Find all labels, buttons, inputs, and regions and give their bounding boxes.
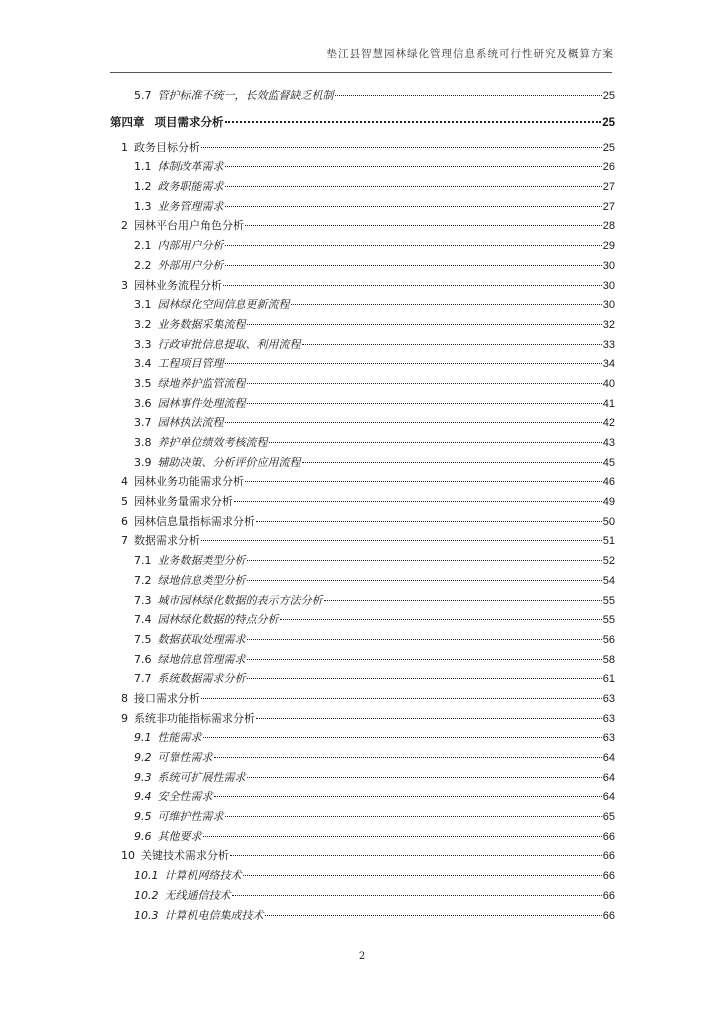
toc-dot-leader — [256, 521, 602, 522]
toc-entry-page: 25 — [602, 116, 615, 129]
toc-entry-page: 55 — [602, 594, 615, 607]
toc-entry[interactable] — [110, 197, 615, 217]
toc-entry-title: 系统可扩展性需求 — [157, 770, 246, 784]
toc-dot-leader — [225, 186, 602, 187]
toc-entry-title: 辅助决策、分析评价应用流程 — [157, 455, 301, 469]
toc-dot-leader — [225, 166, 602, 167]
toc-dot-leader — [243, 875, 602, 876]
toc-entry-page: 65 — [602, 811, 615, 824]
toc-entry-title: 关键技术需求分析 — [141, 849, 229, 863]
toc-entry-page: 66 — [602, 889, 615, 902]
toc-entry-page: 30 — [602, 259, 615, 272]
toc-entry-page: 30 — [602, 299, 615, 312]
toc-entry-number: 3.4 — [134, 357, 152, 371]
toc-dot-leader — [201, 540, 602, 541]
toc-entry-number: 4 — [121, 475, 128, 489]
toc-dot-leader — [225, 363, 602, 364]
toc-dot-leader — [324, 600, 602, 601]
toc-dot-leader — [225, 816, 602, 817]
toc-entry-number: 1 — [121, 140, 128, 154]
toc-entry-number: 3 — [121, 278, 128, 292]
toc-entry[interactable] — [110, 453, 615, 473]
toc-entry-number: 10.3 — [134, 908, 159, 922]
toc-entry[interactable] — [110, 216, 615, 236]
toc-dot-leader — [225, 121, 602, 123]
toc-entry-number: 9.2 — [134, 751, 152, 764]
toc-entry-number: 6 — [121, 514, 128, 528]
toc-entry-number: 1.3 — [134, 199, 152, 213]
toc-entry-title: 园林业务功能需求分析 — [134, 475, 244, 489]
toc-entry-title: 内部用户分析 — [157, 239, 224, 253]
toc-entry-title: 项目需求分析 — [154, 114, 224, 129]
toc-dot-leader — [291, 304, 602, 305]
toc-entry-page: 64 — [602, 752, 615, 764]
toc-entry-title: 工程项目管理 — [157, 357, 224, 371]
toc-entry-title: 绿地养护监管流程 — [157, 376, 246, 390]
toc-dot-leader — [225, 422, 602, 423]
toc-entry-number: 10.1 — [134, 869, 159, 883]
toc-entry-number: 3.7 — [134, 416, 152, 430]
toc-entry-page: 61 — [602, 673, 615, 686]
toc-entry[interactable] — [110, 669, 615, 689]
toc-entry-page: 50 — [602, 515, 615, 528]
toc-entry-page: 64 — [602, 791, 615, 804]
toc-entry-page: 45 — [602, 456, 615, 469]
toc-entry[interactable] — [110, 906, 615, 926]
toc-entry-page: 66 — [602, 909, 615, 922]
toc-entry-page: 46 — [602, 476, 615, 489]
toc-entry-title: 无线通信技术 — [164, 888, 231, 902]
toc-entry-title: 绿地信息类型分析 — [157, 573, 246, 587]
toc-entry[interactable] — [110, 354, 615, 374]
toc-entry-title: 外部用户分析 — [157, 258, 224, 272]
toc-entry[interactable] — [110, 276, 615, 296]
toc-entry[interactable] — [110, 472, 615, 492]
toc-entry-number: 7.7 — [134, 672, 152, 686]
toc-entry-title: 园林事件处理流程 — [157, 396, 246, 410]
toc-entry-page: 33 — [602, 338, 615, 351]
toc-entry-page: 30 — [602, 279, 615, 292]
toc-chapter-entry[interactable] — [110, 106, 615, 138]
toc-entry[interactable] — [110, 335, 615, 355]
toc-entry-title: 管护标准不统一，长效监督缺乏机制 — [157, 89, 334, 102]
toc-entry[interactable] — [110, 551, 615, 571]
toc-entry-page: 66 — [602, 830, 615, 843]
toc-entry[interactable] — [110, 886, 615, 906]
toc-entry-title: 安全性需求 — [157, 790, 213, 804]
toc-entry-number: 3.6 — [134, 396, 152, 410]
toc-entry[interactable] — [110, 728, 615, 748]
toc-entry-title: 系统非功能指标需求分析 — [134, 711, 255, 725]
toc-entry-number: 7.1 — [134, 554, 152, 568]
toc-entry-number: 2.2 — [134, 258, 152, 272]
toc-entry[interactable] — [110, 394, 615, 414]
toc-dot-leader — [256, 718, 602, 719]
toc-entry-number: 9.6 — [134, 829, 152, 843]
toc-dot-leader — [247, 639, 602, 640]
toc-entry-page: 63 — [602, 692, 615, 705]
toc-entry-page: 25 — [602, 141, 615, 154]
toc-entry[interactable] — [110, 748, 615, 768]
toc-entry-title: 接口需求分析 — [134, 691, 200, 705]
toc-entry[interactable] — [110, 512, 615, 532]
toc-entry-title: 可靠性需求 — [157, 751, 213, 764]
toc-entry[interactable] — [110, 571, 615, 591]
toc-entry-title: 业务数据采集流程 — [157, 317, 246, 331]
toc-entry-number: 9 — [121, 711, 128, 725]
toc-entry-number: 7.4 — [134, 613, 152, 627]
toc-dot-leader — [302, 344, 602, 345]
toc-entry[interactable] — [110, 177, 615, 197]
toc-dot-leader — [335, 95, 602, 96]
toc-entry-title: 行政审批信息提取、利用流程 — [157, 337, 301, 351]
toc-entry-page: 64 — [602, 771, 615, 784]
toc-dot-leader — [245, 225, 602, 226]
toc-dot-leader — [225, 245, 602, 246]
toc-entry[interactable] — [110, 827, 615, 847]
toc-entry-page: 26 — [602, 161, 615, 174]
toc-entry-page: 51 — [602, 535, 615, 548]
toc-dot-leader — [201, 147, 602, 148]
toc-entry-page: 58 — [602, 653, 615, 666]
toc-entry-title: 政务职能需求 — [157, 180, 224, 194]
toc-entry-page: 63 — [602, 732, 615, 745]
header-rule — [110, 72, 612, 73]
toc-entry[interactable] — [110, 846, 615, 866]
page-number: 2 — [358, 951, 366, 962]
toc-dot-leader — [214, 796, 602, 797]
toc-entry-number: 5.7 — [134, 89, 152, 102]
toc-entry[interactable] — [110, 433, 615, 453]
toc-entry-title: 园林执法流程 — [157, 416, 224, 430]
toc-entry-number: 7.6 — [134, 652, 152, 666]
toc-dot-leader — [280, 619, 602, 620]
toc-entry-title: 园林绿化数据的特点分析 — [157, 613, 279, 627]
toc-entry[interactable] — [110, 413, 615, 433]
toc-entry-title: 业务数据类型分析 — [157, 554, 246, 568]
toc-entry[interactable] — [110, 315, 615, 335]
toc-entry-title: 园林业务流程分析 — [134, 278, 222, 292]
toc-entry-page: 34 — [602, 358, 615, 371]
toc-entry-title: 政务目标分析 — [134, 140, 200, 154]
toc-dot-leader — [214, 757, 602, 758]
toc-dot-leader — [247, 383, 602, 384]
toc-entry-title: 城市园林绿化数据的表示方法分析 — [157, 593, 323, 607]
toc-entry-number: 1.2 — [134, 180, 152, 194]
toc-dot-leader — [201, 698, 602, 699]
toc-dot-leader — [203, 836, 602, 837]
toc-dot-leader — [245, 481, 602, 482]
toc-entry-title: 计算机网络技术 — [164, 869, 242, 883]
toc-entry-title: 体制改革需求 — [157, 160, 224, 174]
toc-entry-title: 园林绿化空间信息更新流程 — [157, 298, 290, 312]
toc-entry-page: 32 — [602, 318, 615, 331]
toc-entry-page: 29 — [602, 240, 615, 253]
toc-entry[interactable] — [110, 610, 615, 630]
toc-entry[interactable] — [110, 630, 615, 650]
toc-entry-title: 业务管理需求 — [157, 199, 224, 213]
toc-entry-number: 3.8 — [134, 436, 152, 449]
toc-entry-page: 63 — [602, 712, 615, 725]
toc-entry-number: 9.3 — [134, 770, 152, 784]
toc-entry-title: 园林信息量指标需求分析 — [134, 514, 255, 528]
toc-entry-title: 数据获取处理需求 — [157, 632, 246, 646]
toc-entry-page: 43 — [602, 437, 615, 449]
toc-entry-title: 性能需求 — [157, 731, 202, 745]
toc-entry-number: 9.4 — [134, 790, 152, 804]
toc-entry[interactable] — [110, 374, 615, 394]
toc-entry-number: 5 — [121, 495, 128, 509]
toc-dot-leader — [230, 855, 602, 856]
toc-entry-title: 园林平台用户角色分析 — [134, 219, 244, 233]
toc-entry[interactable] — [110, 531, 615, 551]
toc-entry[interactable] — [110, 591, 615, 611]
toc-entry-number: 9.5 — [134, 810, 152, 824]
toc-entry-number: 1.1 — [134, 160, 152, 174]
toc-entry-title: 可维护性需求 — [157, 810, 224, 824]
toc-entry-number: 3.1 — [134, 298, 152, 312]
toc-entry-page: 66 — [602, 850, 615, 863]
toc-entry-title: 园林业务量需求分析 — [134, 495, 233, 509]
toc-entry-title: 计算机电信集成技术 — [164, 908, 264, 922]
toc-entry[interactable] — [110, 236, 615, 256]
toc-entry-number: 7 — [121, 534, 128, 548]
toc-dot-leader — [225, 265, 602, 266]
toc-entry[interactable] — [110, 157, 615, 177]
toc-entry-number: 9.1 — [134, 731, 152, 745]
toc-entry[interactable] — [110, 768, 615, 788]
toc-entry[interactable] — [110, 787, 615, 807]
toc-entry-number: 7.5 — [134, 632, 152, 646]
toc-entry-title: 系统数据需求分析 — [157, 672, 246, 686]
toc-entry-page: 27 — [602, 181, 615, 194]
toc-entry-number: 第四章 — [110, 114, 145, 129]
toc-entry[interactable] — [110, 86, 615, 106]
toc-entry[interactable] — [110, 295, 615, 315]
toc-dot-leader — [247, 678, 602, 679]
toc-entry-page: 54 — [602, 574, 615, 587]
toc-entry-title: 绿地信息管理需求 — [157, 652, 246, 666]
toc-entry-page: 56 — [602, 633, 615, 646]
toc-entry[interactable] — [110, 650, 615, 670]
toc-entry[interactable] — [110, 709, 615, 729]
toc-entry-title: 养护单位绩效考核流程 — [157, 436, 268, 449]
toc-entry-number: 7.3 — [134, 593, 152, 607]
toc-entry[interactable] — [110, 138, 615, 158]
toc-entry-page: 25 — [602, 90, 615, 102]
table-of-contents — [110, 86, 615, 925]
toc-entry-number: 10.2 — [134, 888, 159, 902]
toc-dot-leader — [247, 777, 602, 778]
toc-entry-number: 2.1 — [134, 239, 152, 253]
toc-dot-leader — [203, 737, 602, 738]
toc-entry[interactable] — [110, 807, 615, 827]
toc-entry-number: 2 — [121, 219, 128, 233]
toc-entry[interactable] — [110, 492, 615, 512]
toc-entry-number: 3.3 — [134, 337, 152, 351]
toc-entry-number: 3.9 — [134, 455, 152, 469]
toc-entry-page: 27 — [602, 200, 615, 213]
toc-dot-leader — [265, 915, 602, 916]
toc-entry[interactable] — [110, 256, 615, 276]
toc-entry-title: 数据需求分析 — [134, 534, 200, 548]
toc-entry-title: 其他要求 — [157, 829, 202, 843]
toc-dot-leader — [225, 206, 602, 207]
toc-entry-page: 28 — [602, 220, 615, 233]
toc-entry-page: 40 — [602, 377, 615, 390]
toc-entry[interactable] — [110, 866, 615, 886]
toc-dot-leader — [223, 285, 602, 286]
toc-dot-leader — [247, 324, 602, 325]
toc-dot-leader — [232, 895, 602, 896]
toc-entry-number: 3.5 — [134, 376, 152, 390]
toc-entry-number: 3.2 — [134, 317, 152, 331]
toc-entry-page: 49 — [602, 496, 615, 509]
toc-dot-leader — [269, 442, 602, 443]
toc-dot-leader — [247, 560, 602, 561]
toc-dot-leader — [247, 659, 602, 660]
toc-entry-page: 42 — [602, 417, 615, 430]
toc-entry[interactable] — [110, 689, 615, 709]
toc-entry-page: 66 — [602, 870, 615, 883]
toc-dot-leader — [234, 501, 602, 502]
toc-dot-leader — [302, 462, 602, 463]
toc-entry-page: 52 — [602, 555, 615, 568]
toc-entry-number: 10 — [121, 849, 135, 863]
toc-entry-page: 55 — [602, 614, 615, 627]
page-header-title: 垫江县智慧园林绿化管理信息系统可行性研究及概算方案 — [326, 48, 614, 60]
toc-dot-leader — [247, 403, 602, 404]
toc-entry-number: 7.2 — [134, 573, 152, 587]
toc-entry-number: 8 — [121, 691, 128, 705]
toc-entry-page: 41 — [602, 397, 615, 410]
toc-dot-leader — [247, 580, 602, 581]
